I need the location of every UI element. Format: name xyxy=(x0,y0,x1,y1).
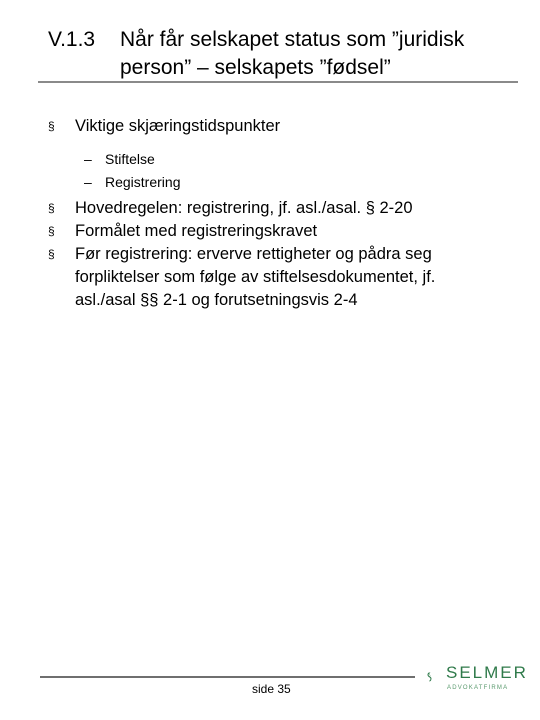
slide-number: V.1.3 xyxy=(48,28,96,51)
footer-divider xyxy=(40,676,415,678)
sub-bullet-text: Stiftelse xyxy=(105,151,155,167)
title-divider xyxy=(38,81,518,83)
logo-tagline: ADVOKATFIRMA xyxy=(447,685,509,691)
dash-marker: – xyxy=(84,174,92,190)
sub-bullet-item xyxy=(48,148,498,171)
bullet-text: Formålet med registreringskravet xyxy=(75,222,318,240)
bullet-text: Før registrering: erverve rettigheter og pådra seg forpliktelser som følge av stiftelsesdokumentet, jf. asl./asal §§ 2-1 og forutsetningsvis 2-4 xyxy=(75,245,436,309)
bullet-list xyxy=(48,115,498,312)
logo-wordmark: SELMER xyxy=(446,663,528,682)
bullet-text: Hovedregelen: registrering, jf. asl./asal. § 2-20 xyxy=(75,199,413,217)
dash-marker: – xyxy=(84,151,92,167)
page-number: side 35 xyxy=(252,682,291,696)
bullet-item xyxy=(48,243,498,312)
sub-bullet-item xyxy=(48,171,498,194)
bullet-marker: § xyxy=(48,201,55,215)
bullet-item xyxy=(48,220,498,243)
sub-bullet-text: Registrering xyxy=(105,174,181,190)
bullet-marker: § xyxy=(48,247,55,261)
bullet-marker: § xyxy=(48,119,55,133)
bullet-text: Viktige skjæringstidspunkter xyxy=(75,117,281,135)
bullet-item xyxy=(48,197,498,220)
bullet-item xyxy=(48,115,498,138)
bullet-marker: § xyxy=(48,224,55,238)
selmer-logo-icon xyxy=(427,656,447,698)
slide-title-text: Når får selskapet status som ”juridisk person” – selskapets ”fødsel” xyxy=(120,28,465,79)
